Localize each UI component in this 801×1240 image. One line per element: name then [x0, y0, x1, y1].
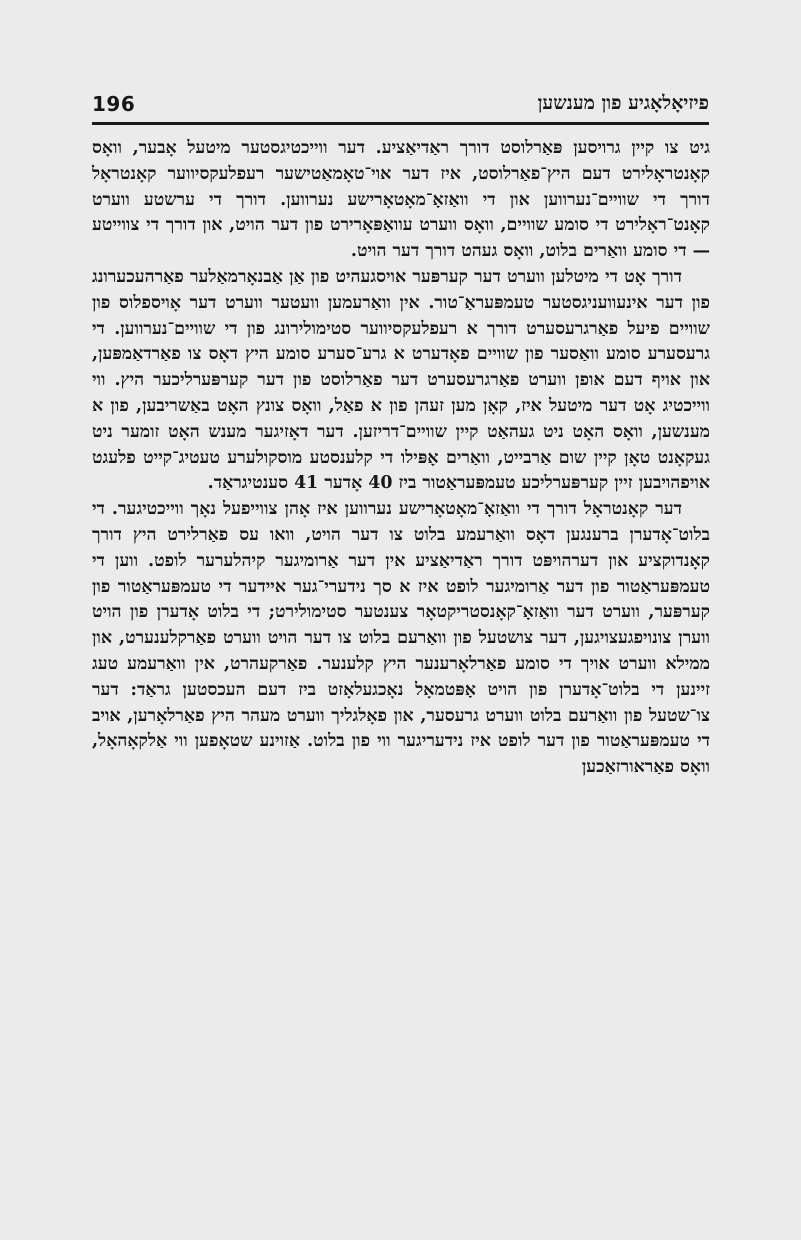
body-text — [92, 136, 710, 781]
paragraph: דער קאָנטראָל דורך די וואַזאָ־מאָטאָרישע נערווען איז אָהן צווייפעל נאָך ווייכטיגער. די בלוט־אָדערן ברענגען דאָס וואַרעמע בלוט צו דער הויט, וואו עס פאַרלירט היץ דורך קאָנדוקציע און דערהויפּט דורך ראַדיאַציע אין דער אַרומיגער קיהלערער לופט. ווען די טעמפּעראַטור פון דער אַרומיגער לופט איז א סך נידערי־גער איידער די טעמפּעראַטור פון קערפּער, ווערט דער וואַזאָ־קאָנסטריקטאָר צענטער סטימולירט; די בלוט אָדערן פון הויט ווערן צונויפגעצויגען, דער צושטעל פון וואַרעם בלוט צו דער הויט ווערט פאַרקלענערט, און ממילא ווערט אויך די סומע פאַרלאָרענער היץ קלענער. פאַרקעהרט, אין וואַרעמע טעג זיינען די בלוט־אָדערן פון הויט אָפּטמאָל נאָכגעלאָזט ביז דעם העכסטען גראַד: דער צו־שטעל פון וואַרעם בלוט ווערט גרעסער, און פאָלגליך ווערט מעהר היץ פאַרלאָרען, אויב די טעמפּעראַטור פון דער לופט איז נידעריגער ווי פון בלוט. אַזוינע שטאָפען ווי אַלקאָהאָל, וואָס פאַראורזאַכען — [92, 499, 710, 778]
page-number: 196 — [92, 92, 136, 116]
paragraph: דורך אָט די מיטלען ווערט דער קערפּער אויסגעהיט פון אַן אַבנאָרמאַלער פאַרהעכערונג פון דער אינעוועניגסטער טעמפּעראַ־טור. אין וואַרעמען וועטער ווערט דער אָויספלוס פון שוויים פיעל פאַרגרעסערט דורך א רעפלעקסיווער סטימולירונג פון די שוויים־נערווען. די גרעסערע סומע וואַסער פון שוויים פאָדערט א גרע־סערע סומע היץ דאָס צו פאַרדאַמפּען, און אויף דעם אופן ווערט פאַרגרעסערט דער פאַרלוסט פון דער קערפּערליכער היץ. ווי ווייכטיג אָט דער מיטעל איז, קאָן מען זעהן פון א פאַל, וואָס צונץ האָט באַשריבען, פון א מענשען, וואָס האָט ניט געהאַט קיין שוויים־דריזען. דער דאָזיגער מענש האָט זומער ניט געקאָנט טאָן קיין שום אַרבייט, וואַרים אָפּילו די קלענסטע מוסקולערע טעטיג־קייט פלעגט אויפהויבען זיין קערפּערליכע טעמפּעראַטור ביז 40 אָדער 41 סענטיגראַד. — [92, 266, 710, 494]
header-rule — [92, 122, 709, 125]
running-title: פיזיאָלאָגיע פון מענשען — [537, 92, 709, 114]
paragraph: גיט צו קיין גרויסען פּאַרלוסט דורך ראַדיאַציע. דער ווייכטיגסטער מיטעל אָבער, וואָס קאָנטראָלירט דעם היץ־פאַרלוסט, איז דער אוי־טאָמאַטישער רעפלעקסיווער קאָנטראָל דורך די שוויים־נערווען און די וואַזאָ־מאָטאָרישע נערווען. דורך די ערשטע ווערט קאָנט־ראָלירט די סומע שוויים, וואָס ווערט עוואַפּאָרירט פון דער הויט, און דורך די צווייטע — די סומע וואַרים בלוט, וואָס געהט דורך דער הויט. — [92, 138, 710, 262]
page-header — [92, 92, 709, 126]
